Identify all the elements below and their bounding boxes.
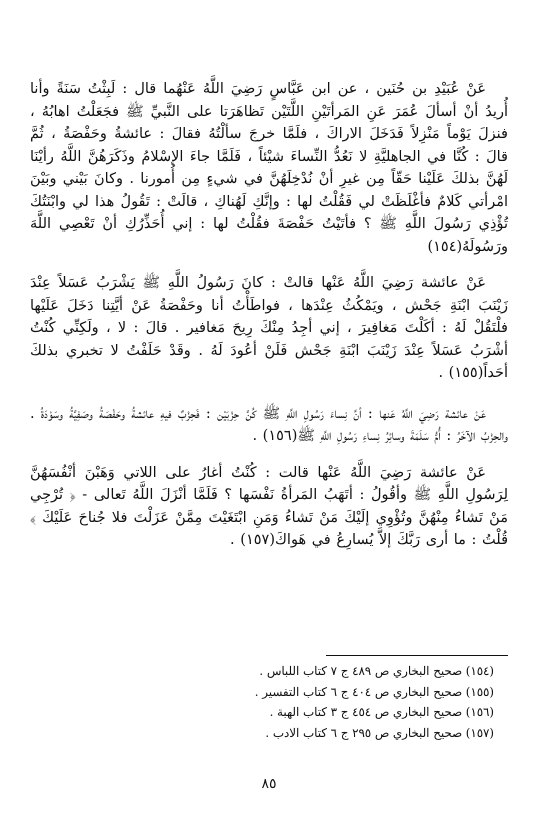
main-text	[30, 78, 508, 566]
footnotes	[194, 661, 494, 743]
footnote-156: (١٥٦) صحيح البخاري ص ٤٥٤ ج ٣ كتاب الهبة .	[269, 705, 494, 719]
hadith-paragraph-3: عَنْ عائشة رَضِيَ اللَّهُ عَنها : أنَّ نِساءَ رَسُولِ اللَّهِ ﷺ كُنَّ حِزْبَيْن : فَحِزْبٌ فيهِ عائشةُ وحَفْصَةُ وصَفِيَّةُ وسَوْدَةُ . والحِزْبُ الآخَرُ : أُمُّ سَلَمَةَ وسائِرُ نِساءِ رَسُولِ اللَّهِ ﷺ(١٥٦) .	[30, 405, 508, 444]
hadith-paragraph-4: عَنْ عائشة رَضِيَ اللَّهُ عَنْها قالت : كُنْتُ أغارُ على اللاتي وَهَبْنَ أنْفُسَهُنَّ لِرَسُولِ اللَّهِ ﷺ وأقُولُ : أتَهَبُ المَرأةُ نَفْسَها ؟ فَلَمَّا أنْزَلَ اللَّهُ تَعالى - ﴿ تُرْجِي مَنْ تَشاءُ مِنْهُنَّ وتُؤْوِي إلَيْكَ مَنْ تَشاءُ وَمَنِ ابْتَغَيْتَ مِمَّنْ عَزَلْتَ فلا جُناحَ عَلَيْكَ ﴾ قُلْتُ : ما أرى رَبَّكَ إلاَّ يُسارِعُ في هَواكَ(١٥٧) .	[30, 464, 508, 548]
footnote-separator	[326, 655, 508, 656]
footnote-157: (١٥٧) صحيح البخاري ص ٢٩٥ ج ٦ كتاب الادب .	[265, 725, 494, 740]
footnote-155: (١٥٥) صحيح البخاري ص ٤٠٤ ج ٦ كتاب التفسير .	[254, 684, 494, 699]
hadith-paragraph-2: عَنْ عائشة رَضِيَ اللَّهُ عَنْها قالتْ : كانَ رَسُولُ اللَّهِ ﷺ يَشْرَبُ عَسَلاً عِنْدَ زَيْنَبَ ابْنَةِ جَحْش ، ويَمْكُثُ عِنْدَها ، فواطَأْتُ أنا وحَفْصَةُ عَنْ أيَّتِنا دَخَلَ عَلَيْها فلْتَقُلْ لَهُ : أكَلْتَ مَغافِيرَ ، إني أجِدُ مِنْكَ رِيحَ مَغافير . قالَ : لا ، ولَكِنِّي كُنْتُ أشْرَبُ عَسَلاً عِنْدَ زَيْنَبَ ابْنَةِ جَحْش فَلَنْ أعُودَ لَهُ . وقَدْ حَلَفْتُ لا تخبري بذلكَ أحَداً(١٥٥) .	[30, 275, 508, 381]
page-number: ٨٥	[261, 776, 277, 792]
footnote-154: (١٥٤) صحيح البخاري ص ٤٨٩ ج ٧ كتاب اللباس .	[259, 664, 494, 678]
hadith-paragraph-1: عَنْ عُبَيْدِ بن حُنَين ، عن ابن عَبَّاسٍ رَضِيَ اللَّهُ عَنْهُما قال : لَبِثْتُ سَنَةً وأنا أُريدُ أنْ أسألَ عُمَرَ عَنِ المَرأتَيْنِ اللَّتَيْن تَظاهَرَتا على النَّبيِّ ﷺ فجَعَلْتُ اهابُهُ ، فنزلَ يَوْماً مَنْزِلاً فَدَخَلَ الاراكَ ، فلَمَّا خرجَ سألْتُهُ فقالَ : عائشةُ وحَفْصَةُ ، ثُمَّ قالَ : كُنَّا في الجاهليَّةِ لا نَعُدُّ النِّساءَ شيْئاً ، فَلَمَّا جاءَ الإسْلامُ وذَكَرَهُنَّ اللَّهُ رأيْنَا لَهُنَّ بذلكَ عَلَيْنا حَقّاً مِن غيرِ أنْ نُدْخِلَهُنَّ في شيءٍ مِن أُمورنا . وكانَ بَيْني وبَيْنَ امْرأتي كَلامٌ فأغْلَظَتْ لي فَقُلْتُ لها : وإنَّكِ لَهُناكِ ، قالَتْ : تَقُولُ هذا لي وابْنَتُكَ تُؤْذِي رَسُولَ اللَّهِ ﷺ ؟ فأتَيْتُ حَفْصَةَ فقُلْتُ لها : إني أُحَذِّرُكِ أنْ تَعْصِي اللَّهَ ورَسُولَهُ(١٥٤)	[30, 81, 508, 255]
